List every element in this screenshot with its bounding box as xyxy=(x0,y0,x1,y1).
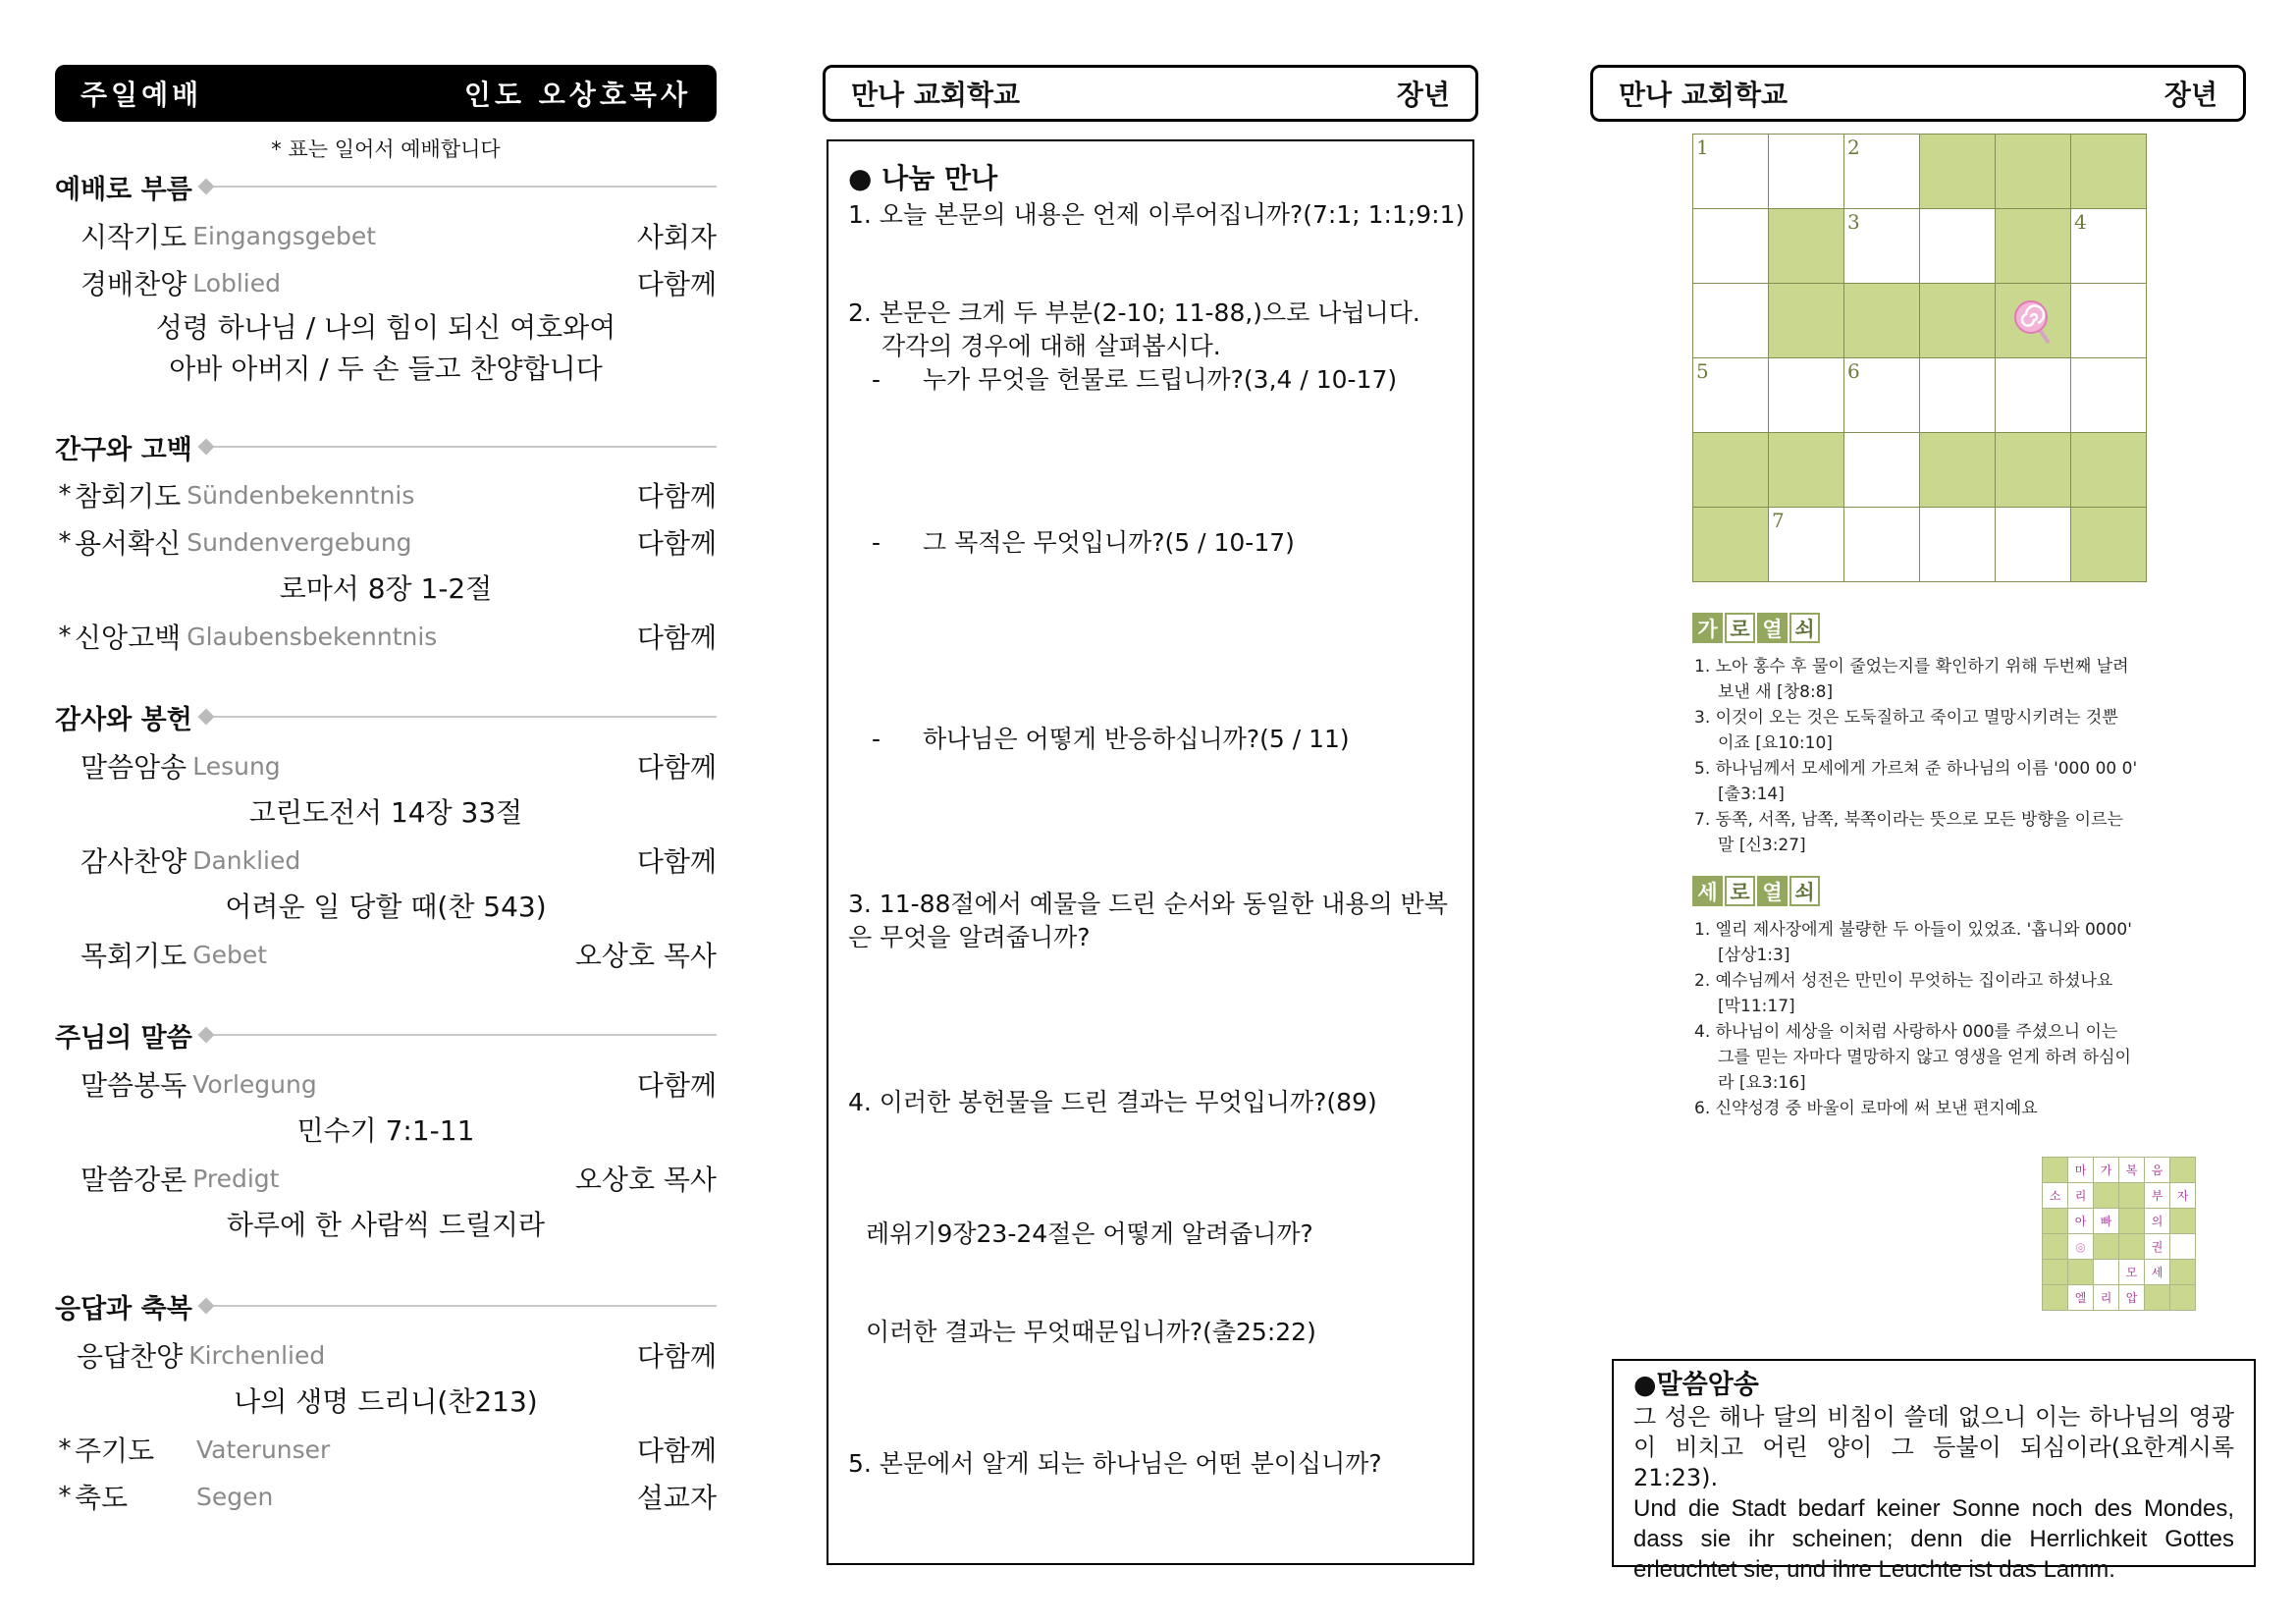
memory-verse-box xyxy=(1612,1359,2256,1583)
down-clues xyxy=(1694,917,2205,1121)
diamond-icon xyxy=(197,1027,214,1044)
lollipop-icon xyxy=(2009,298,2056,345)
crossword-cell-blocked xyxy=(1769,433,1844,508)
down-label: 세 로 열 쇠 xyxy=(1692,876,1820,906)
answer-cell: 복 xyxy=(2119,1158,2145,1183)
order-leader: 오상호 목사 xyxy=(574,940,717,972)
order-row xyxy=(55,263,717,302)
order-name: 말씀강론 xyxy=(80,1164,187,1196)
song-line: 성령 하나님 / 나의 힘이 되신 여호와여 xyxy=(155,311,616,344)
answer-cell xyxy=(2043,1209,2068,1234)
answer-cell: 모 xyxy=(2119,1260,2145,1285)
answer-cell: 마 xyxy=(2068,1158,2094,1183)
standing-marker: * xyxy=(58,622,72,651)
answer-cell xyxy=(2170,1158,2196,1183)
crossword-cell xyxy=(1693,209,1769,284)
standing-marker: * xyxy=(58,480,72,510)
answer-cell xyxy=(2068,1260,2094,1285)
crossword-cell xyxy=(1844,433,1920,508)
answer-cell xyxy=(2145,1285,2170,1311)
order-name: 경배찬양 xyxy=(80,268,187,300)
order-leader: 사회자 xyxy=(636,221,717,253)
answer-cell xyxy=(2170,1209,2196,1234)
school-title: 만나 교회학교 xyxy=(1619,79,1789,111)
worship-leader: 인도 오상호목사 xyxy=(463,79,691,111)
answer-cell xyxy=(2170,1234,2196,1260)
answer-cell xyxy=(2043,1158,2068,1183)
clue-item: 4. 하나님이 세상을 이처럼 사랑하사 000를 주셨으니 이는 그를 믿는 자마다 멸망하지 않고 영생을 얻게 하려 하심이 라 [요3:16] xyxy=(1694,1022,2131,1093)
crossword-cell-blocked xyxy=(1920,135,1996,209)
order-name-de: Sundenvergebung xyxy=(187,527,412,557)
answer-cell: 엘 xyxy=(2068,1285,2094,1311)
order-row xyxy=(55,1064,717,1104)
crossword-cell: 2 xyxy=(1844,135,1920,209)
order-row xyxy=(55,935,717,974)
crossword-cell-blocked xyxy=(1844,284,1920,358)
divider xyxy=(214,186,717,188)
clue-item: 1. 엘리 제사장에게 불량한 두 아들이 있었죠. '홉니와 0000' [삼상1:3] xyxy=(1694,920,2132,965)
question-2: 2. 본문은 크게 두 부분(2-10; 11-88,)으로 나뉩니다. xyxy=(848,298,1420,327)
order-leader: 다함께 xyxy=(636,751,717,784)
crossword-cell-blocked xyxy=(1920,284,1996,358)
crossword-cell-blocked xyxy=(1693,508,1769,582)
answer-cell xyxy=(2170,1260,2196,1285)
crossword-cell: 1 xyxy=(1693,135,1769,209)
order-name-de: Predigt xyxy=(192,1164,280,1193)
crossword-cell: 4 xyxy=(2071,209,2147,284)
order-name: 참회기도 xyxy=(75,480,182,513)
crossword-cell: 3 xyxy=(1844,209,1920,284)
crossword-cell-blocked xyxy=(2071,135,2147,209)
answer-cell xyxy=(2094,1260,2119,1285)
section-call xyxy=(55,167,717,206)
crossword-cell-blocked xyxy=(1920,433,1996,508)
crossword-cell xyxy=(1769,135,1844,209)
answer-cell: 리 xyxy=(2068,1183,2094,1209)
divider xyxy=(214,1305,717,1307)
crossword-cell xyxy=(1693,284,1769,358)
section-title: 예배로 부름 xyxy=(55,174,192,205)
sharing-title: ● 나눔 만나 xyxy=(848,162,998,194)
order-name-de: Glaubensbekenntnis xyxy=(187,622,438,651)
school-header xyxy=(1590,65,2246,122)
question-2-item: 그 목적은 무엇입니까?(5 / 10-17) xyxy=(923,528,1295,557)
answer-cell: 리 xyxy=(2094,1285,2119,1311)
diamond-icon xyxy=(197,179,214,195)
crossword-cell-blocked xyxy=(2071,433,2147,508)
answer-cell: 소 xyxy=(2043,1183,2068,1209)
crossword-cell-blocked xyxy=(1769,284,1844,358)
answer-cell: 아 xyxy=(2068,1209,2094,1234)
answer-cell xyxy=(2043,1285,2068,1311)
order-leader: 오상호 목사 xyxy=(574,1164,717,1196)
answer-cell xyxy=(2119,1234,2145,1260)
order-name: 축도 xyxy=(75,1482,129,1514)
crossword-cell-blocked xyxy=(1769,209,1844,284)
diamond-icon xyxy=(197,709,214,726)
song-line: 어려운 일 당할 때(찬 543) xyxy=(225,891,547,923)
crossword-cell: 6 xyxy=(1844,358,1920,433)
order-row xyxy=(55,522,717,562)
crossword-cell xyxy=(1769,358,1844,433)
order-name-de: Gebet xyxy=(192,940,268,969)
answer-cell: 압 xyxy=(2119,1285,2145,1311)
crossword-cell: 5 xyxy=(1693,358,1769,433)
order-name: 말씀봉독 xyxy=(80,1069,187,1102)
answer-cell: 의 xyxy=(2145,1209,2170,1234)
answer-cell: 빠 xyxy=(2094,1209,2119,1234)
order-name: 응답찬양 xyxy=(77,1340,184,1373)
worship-header xyxy=(55,65,717,122)
order-name-de: Danklied xyxy=(192,845,301,875)
dept-label: 장년 xyxy=(2163,79,2217,111)
order-name-de: Kirchenlied xyxy=(188,1340,326,1370)
order-name-de: Vorlegung xyxy=(192,1069,317,1099)
scripture-line: 민수기 7:1-11 xyxy=(296,1114,475,1147)
clue-item: 5. 하나님께서 모세에게 가르쳐 준 하나님의 이름 '000 00 0' [출3:14] xyxy=(1694,759,2138,804)
order-row xyxy=(55,617,717,656)
section-response xyxy=(55,1286,717,1326)
answer-cell: 세 xyxy=(2145,1260,2170,1285)
order-row xyxy=(55,840,717,880)
clue-item: 3. 이것이 오는 것은 도둑질하고 죽이고 멸망시키려는 것뿐 이죠 [요10:10] xyxy=(1694,708,2118,753)
section-confession xyxy=(55,427,717,466)
crossword-cell xyxy=(1920,358,1996,433)
order-row xyxy=(55,1159,717,1198)
order-row xyxy=(55,746,717,785)
question-2-sub: 각각의 경우에 대해 살펴봅시다. xyxy=(881,332,1221,360)
crossword-cell-blocked xyxy=(2071,508,2147,582)
order-name-de: Segen xyxy=(196,1482,274,1511)
memory-verse-german: Und die Stadt bedarf keiner Sonne noch des Mondes, dass sie ihr scheinen; denn die Herrlichkeit Gottes erleuchtet sie, und ihre Leuchte ist das Lamm. xyxy=(1633,1495,2234,1583)
answer-cell xyxy=(2119,1183,2145,1209)
order-name: 시작기도 xyxy=(80,221,187,253)
answer-cell xyxy=(2170,1285,2196,1311)
school-title: 만나 교회학교 xyxy=(851,79,1021,111)
across-label: 가 로 열 쇠 xyxy=(1692,613,1820,643)
lollipop-icon: ◎ xyxy=(2075,1239,2086,1254)
section-word xyxy=(55,1015,717,1055)
across-clues xyxy=(1694,654,2205,858)
standing-note: * 표는 일어서 예배합니다 xyxy=(271,137,501,161)
crossword-cell-blocked xyxy=(1996,433,2071,508)
crossword-cell xyxy=(1920,209,1996,284)
question-1: 1. 오늘 본문의 내용은 언제 이루어집니까?(7:1; 1:1;9:1) xyxy=(848,200,1466,229)
order-row xyxy=(55,1335,717,1375)
question-2-item: 하나님은 어떻게 반응하십니까?(5 / 11) xyxy=(923,725,1350,753)
crossword-cell-blocked xyxy=(1996,209,2071,284)
clue-item: 6. 신약성경 중 바울이 로마에 써 보낸 편지예요 xyxy=(1694,1099,2038,1118)
clue-item: 7. 동쪽, 서쪽, 남쪽, 북쪽이라는 뜻으로 모든 방향을 이르는 말 [신3:27] xyxy=(1694,810,2123,855)
answer-cell xyxy=(2094,1234,2119,1260)
dept-label: 장년 xyxy=(1396,79,1450,111)
section-title: 주님의 말씀 xyxy=(55,1022,192,1054)
order-name: 말씀암송 xyxy=(80,751,187,784)
order-leader: 다함께 xyxy=(636,1069,717,1102)
crossword-cell xyxy=(1920,508,1996,582)
answer-cell xyxy=(2094,1183,2119,1209)
order-row xyxy=(55,1477,717,1516)
scripture-line: 고린도전서 14장 33절 xyxy=(248,796,523,829)
memory-verse-korean: 그 성은 해나 달의 비침이 쓸데 없으니 이는 하나님의 영광이 비치고 어린 양이 그 등불이 되심이라(요한계시록21:23). xyxy=(1633,1403,2234,1491)
order-name: 용서확신 xyxy=(75,527,182,560)
order-name-de: Loblied xyxy=(192,268,281,298)
memory-verse-title: ●말씀암송 xyxy=(1633,1370,1759,1400)
section-title: 감사와 봉헌 xyxy=(55,704,192,735)
crossword-cell xyxy=(2071,358,2147,433)
order-name-de: Eingangsgebet xyxy=(192,221,377,250)
standing-marker: * xyxy=(58,1435,72,1464)
order-leader: 다함께 xyxy=(636,845,717,878)
order-leader: 다함께 xyxy=(636,622,717,654)
song-line: 아바 아버지 / 두 손 들고 찬양합니다 xyxy=(169,352,603,385)
order-name-de: Vaterunser xyxy=(196,1435,331,1464)
dash-marker: - xyxy=(872,528,881,557)
crossword-cell xyxy=(2071,284,2147,358)
order-name: 목회기도 xyxy=(80,940,187,972)
dash-marker: - xyxy=(872,365,881,394)
answer-cell: 가 xyxy=(2094,1158,2119,1183)
order-row xyxy=(55,216,717,255)
divider xyxy=(214,716,717,718)
answer-cell: 권 xyxy=(2145,1234,2170,1260)
question-4-sub: 이러한 결과는 무엇때문입니까?(출25:22) xyxy=(866,1318,1316,1346)
order-name: 감사찬양 xyxy=(80,845,187,878)
crossword-cell: 7 xyxy=(1769,508,1844,582)
crossword-cell-blocked xyxy=(1996,135,2071,209)
question-3-cont: 은 무엇을 알려줍니까? xyxy=(848,923,1091,951)
order-leader: 다함께 xyxy=(636,1340,717,1373)
crossword-grid xyxy=(1692,134,2147,582)
divider xyxy=(214,446,717,448)
answer-cell: 음 xyxy=(2145,1158,2170,1183)
order-name-de: Sündenbekenntnis xyxy=(187,480,415,510)
diamond-icon xyxy=(197,439,214,456)
question-2-item: 누가 무엇을 헌물로 드립니까?(3,4 / 10-17) xyxy=(923,365,1398,394)
question-4: 4. 이러한 봉헌물을 드린 결과는 무엇입니까?(89) xyxy=(848,1088,1377,1116)
answer-cell xyxy=(2043,1234,2068,1260)
order-leader: 다함께 xyxy=(636,527,717,560)
order-leader: 다함께 xyxy=(636,268,717,300)
question-4-sub: 레위기9장23-24절은 어떻게 알려줍니까? xyxy=(866,1219,1313,1248)
order-leader: 설교자 xyxy=(636,1482,717,1514)
order-name-de: Lesung xyxy=(192,751,281,781)
crossword-cell xyxy=(1844,508,1920,582)
divider xyxy=(214,1034,717,1036)
question-3: 3. 11-88절에서 예물을 드린 순서와 동일한 내용의 반복 xyxy=(848,890,1448,918)
crossword-cell-blocked xyxy=(1693,433,1769,508)
answer-cell: 부 xyxy=(2145,1183,2170,1209)
crossword-cell xyxy=(1996,508,2071,582)
order-row xyxy=(55,1430,717,1469)
answer-cell xyxy=(2043,1260,2068,1285)
worship-title: 주일예배 xyxy=(80,79,203,111)
clue-item: 1. 노아 홍수 후 물이 줄었는지를 확인하기 위해 두번째 날려 보낸 새 [창8:8] xyxy=(1694,657,2129,702)
clue-item: 2. 예수님께서 성전은 만민이 무엇하는 집이라고 하셨나요 [막11:17] xyxy=(1694,971,2113,1016)
crossword-cell xyxy=(1996,358,2071,433)
question-5: 5. 본문에서 알게 되는 하나님은 어떤 분이십니까? xyxy=(848,1449,1382,1478)
section-thanks xyxy=(55,697,717,736)
section-title: 간구와 고백 xyxy=(55,434,192,465)
order-leader: 다함께 xyxy=(636,1435,717,1467)
crossword-cell-blocked xyxy=(1996,284,2071,358)
answer-cell xyxy=(2119,1209,2145,1234)
answer-cell xyxy=(2068,1234,2094,1260)
order-name: 주기도 xyxy=(75,1435,155,1467)
answer-key-grid xyxy=(2042,1157,2196,1311)
dash-marker: - xyxy=(872,725,881,753)
section-title: 응답과 축복 xyxy=(55,1293,192,1325)
standing-marker: * xyxy=(58,1482,72,1511)
order-row xyxy=(55,475,717,514)
order-name: 신앙고백 xyxy=(75,622,182,654)
sermon-title: 하루에 한 사람씩 드릴지라 xyxy=(226,1209,546,1241)
answer-cell: 자 xyxy=(2170,1183,2196,1209)
song-line: 나의 생명 드리니(찬213) xyxy=(234,1385,538,1418)
order-leader: 다함께 xyxy=(636,480,717,513)
school-header xyxy=(823,65,1478,122)
scripture-line: 로마서 8장 1-2절 xyxy=(279,572,493,605)
standing-marker: * xyxy=(58,527,72,557)
diamond-icon xyxy=(197,1298,214,1315)
